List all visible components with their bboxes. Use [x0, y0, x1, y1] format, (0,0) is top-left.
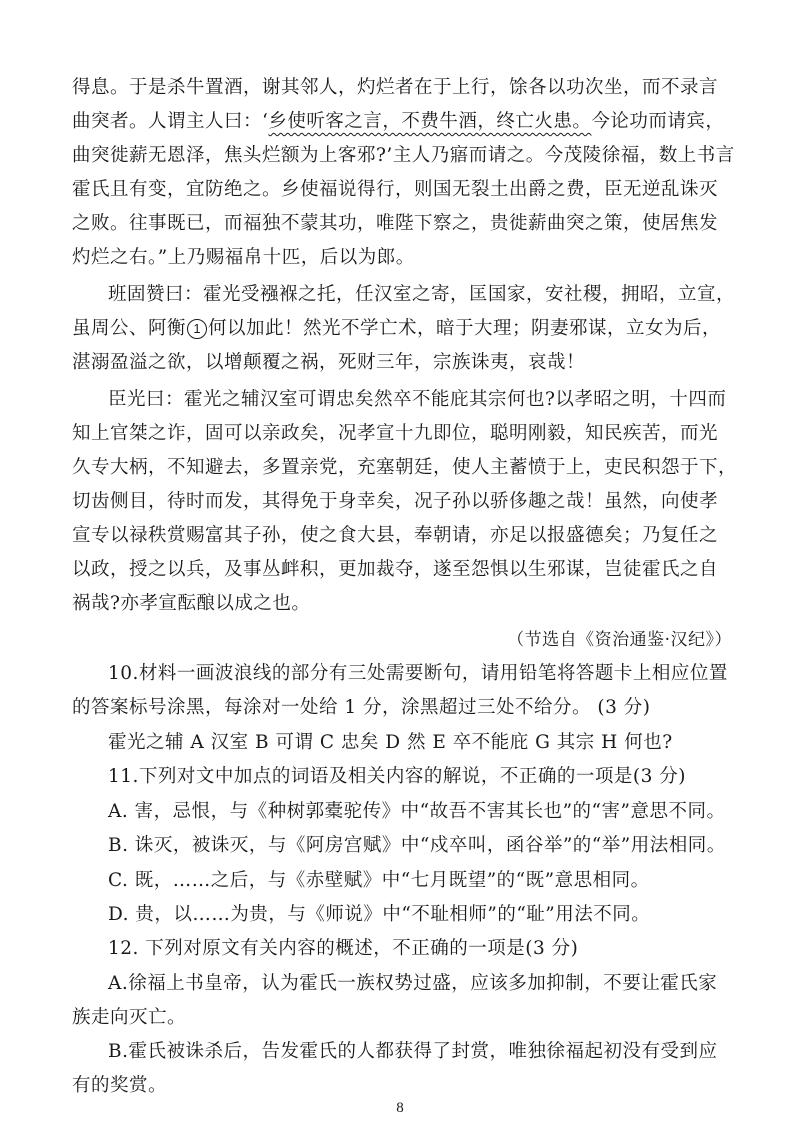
passage-line: 曲突徙薪无恩泽，焦头烂额为上客邪?’主人乃寤而请之。今茂陵徐福，数上书言 — [72, 145, 735, 166]
question-12-option-a: 族走向灭亡。 — [72, 1007, 187, 1028]
passage-line: 宣专以禄秩赏赐富其子孙，使之食大县，奉朝请，亦足以报盛德矣；乃复任之 — [72, 525, 719, 546]
question-12-stem: 12. 下列对原文有关内容的概述，不正确的一项是(3 分) — [108, 938, 579, 959]
question-11-option-c: C. 既，……之后，与《赤壁赋》中“七月既望”的“既”意思相同。 — [108, 870, 650, 891]
page-number: 8 — [396, 1100, 404, 1116]
underlined-phrase: 乡使听客之言，不费牛酒，终亡火患。 — [268, 111, 592, 132]
passage-line: 祸哉?亦孝宣酝酿以成之也。 — [72, 593, 311, 614]
question-10-stem: 的答案标号涂黑，每涂对一处给 1 分，涂黑超过三处不给分。 (3 分) — [72, 697, 651, 718]
annotation-number-circle: 1 — [187, 319, 207, 339]
passage-line: 知上官桀之诈，固可以亲政矣，况孝宣十九即位，聪明刚毅，知民疾苦，而光 — [72, 423, 719, 444]
passage-text: 何以加此！然光不学亡术，暗于大理；阴妻邪谋，立女为后， — [208, 318, 722, 339]
question-12-option-a: A.徐福上书皇帝，认为霍氏一族权势过盛，应该多加抑制，不要让霍氏家 — [108, 973, 718, 994]
question-12-option-b: B.霍氏被诛杀后，告发霍氏的人都获得了封赏，唯独徐福起初没有受到应 — [108, 1041, 718, 1062]
passage-text: 曲突者。人谓主人曰： — [72, 111, 263, 132]
passage-line: 湛溺盈溢之欲，以增颠覆之祸，死财三年，宗族诛夷，哀哉！ — [72, 352, 586, 373]
passage-line: 臣光曰：霍光之辅汉室可谓忠矣然卒不能庇其宗何也?以孝昭之明，十四而 — [108, 389, 727, 410]
question-10-sentence: 霍光之辅 A 汉室 B 可谓 C 忠矣 D 然 E 卒不能庇 G 其宗 H 何也? — [108, 732, 673, 753]
passage-line: 之败。往事既已，而福独不蒙其功，唯陛下察之，贵徙薪曲突之策，使居焦发 — [72, 213, 719, 234]
question-11-stem: 11.下列对文中加点的词语及相关内容的解说，不正确的一项是(3 分) — [108, 766, 687, 787]
passage-line — [72, 317, 721, 341]
passage-line — [72, 110, 724, 134]
source-citation: （节选自《资治通鉴·汉纪》） — [507, 630, 732, 650]
passage-line: 霍氏且有变，宜防绝之。乡使福说得行，则国无裂土出爵之费，臣无逆乱诛灭 — [72, 179, 719, 200]
question-10-stem: 10.材料一画波浪线的部分有三处需要断句，请用铅笔将答题卡上相应位置 — [108, 663, 728, 684]
question-12-option-b: 有的奖赏。 — [72, 1075, 168, 1096]
passage-line: 灼烂之右。”上乃赐福帛十匹，后以为郎。 — [72, 247, 415, 268]
question-11-option-a: A. 害，忌恨，与《种树郭橐驼传》中“故吾不害其长也”的“害”意思不同。 — [108, 801, 726, 822]
quote-mark: ‘ — [262, 111, 269, 132]
passage-line: 切齿侧目，待时而发，其得免于身幸矣，况子孙以骄侈趣之哉！虽然，向使孝 — [72, 491, 719, 512]
passage-line: 得息。于是杀牛置酒，谢其邻人，灼烂者在于上行，馀各以功次坐，而不录言 — [72, 77, 719, 98]
passage-text: 今论功而请宾， — [591, 111, 725, 132]
passage-line: 班固赞曰：霍光受襁褓之托，任汉室之寄，匡国家，安社稷，拥昭，立宣， — [108, 284, 736, 305]
passage-text: 虽周公、阿衡 — [72, 318, 187, 339]
passage-line: 以政，授之以兵，及事丛衅积，更加裁夺，遂至怨惧以生邪谋，岂徒霍氏之自 — [72, 559, 719, 580]
question-11-option-b: B. 诛灭，被诛灭，与《阿房宫赋》中“戍卒叫，函谷举”的“举”用法相同。 — [108, 835, 726, 856]
passage-line: 久专大柄，不知避去，多置亲党，充塞朝廷，使人主蓄愤于上，吏民积怨于下， — [72, 457, 738, 478]
question-11-option-d: D. 贵，以……为贵，与《师说》中“不耻相师”的“耻”用法不同。 — [108, 904, 651, 925]
